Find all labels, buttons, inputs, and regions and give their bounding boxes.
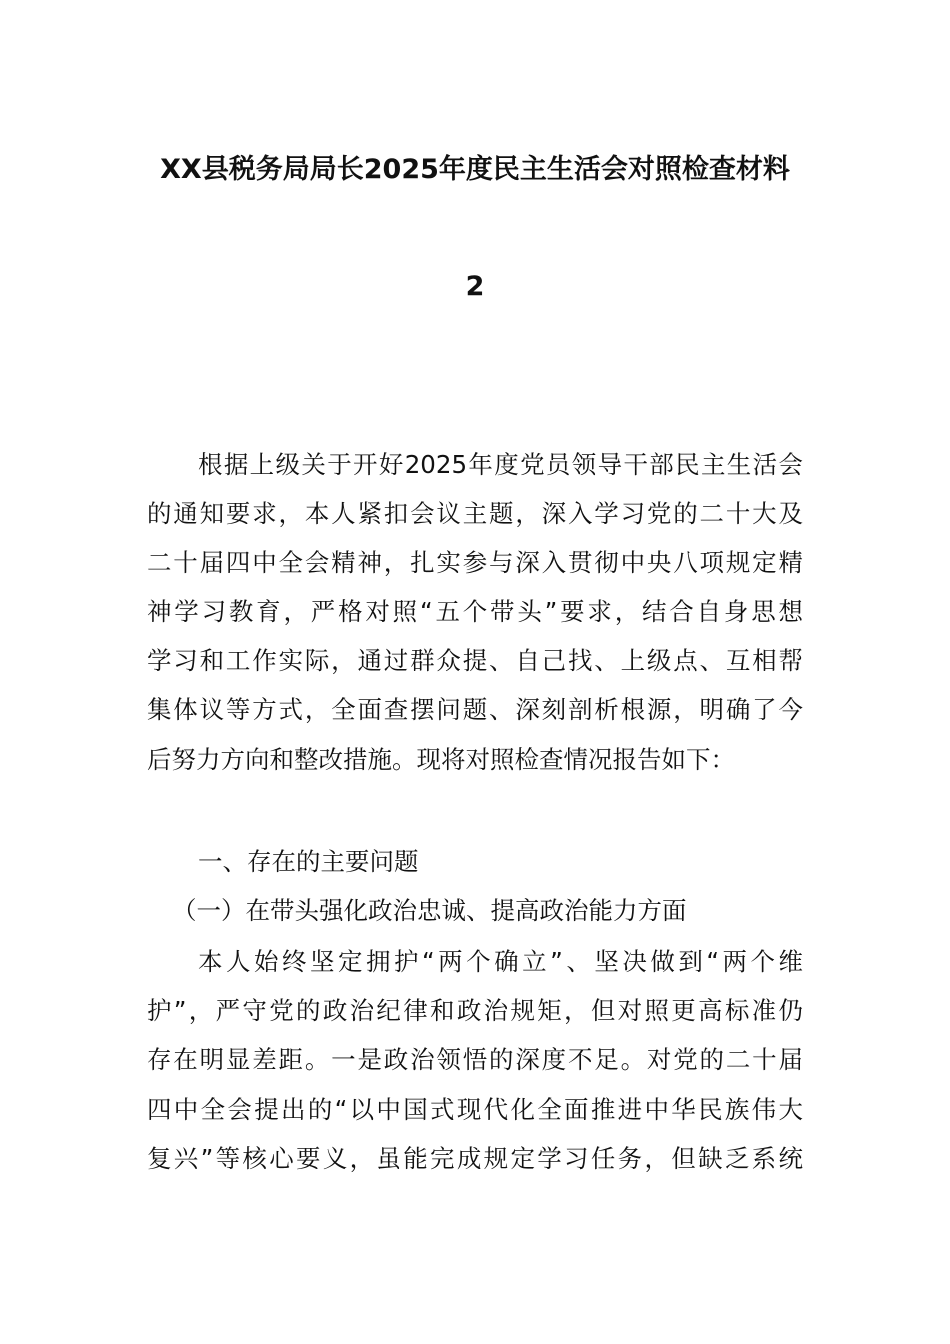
document-title-suffix: 2: [465, 271, 485, 302]
body-line: 复兴”等核心要义，虽能完成规定学习任务，但缺乏系统: [147, 1144, 803, 1173]
section-heading: 一、存在的主要问题: [198, 847, 419, 876]
subsection-heading: （一）在带头强化政治忠诚、提高政治能力方面: [172, 896, 687, 925]
intro-line: 的通知要求，本人紧扣会议主题，深入学习党的二十大及: [147, 499, 803, 528]
intro-line: 神学习教育，严格对照“五个带头”要求，结合自身思想: [147, 597, 803, 626]
intro-line: 学习和工作实际，通过群众提、自己找、上级点、互相帮: [147, 646, 803, 675]
body-line: 护”，严守党的政治纪律和政治规矩，但对照更高标准仍: [147, 996, 803, 1025]
body-line: 本人始终坚定拥护“两个确立”、坚决做到“两个维: [198, 947, 803, 976]
body-line: 四中全会提出的“以中国式现代化全面推进中华民族伟大: [147, 1095, 803, 1124]
document-title: XX县税务局局长2025年度民主生活会对照检查材料: [160, 154, 790, 185]
body-line: 存在明显差距。一是政治领悟的深度不足。对党的二十届: [147, 1045, 803, 1074]
intro-line: 后努力方向和整改措施。现将对照检查情况报告如下：: [147, 745, 735, 774]
intro-line: 根据上级关于开好2025年度党员领导干部民主生活会: [198, 450, 803, 479]
intro-line: 二十届四中全会精神，扎实参与深入贯彻中央八项规定精: [147, 548, 803, 577]
intro-line: 集体议等方式，全面查摆问题、深刻剖析根源，明确了今: [147, 695, 803, 724]
